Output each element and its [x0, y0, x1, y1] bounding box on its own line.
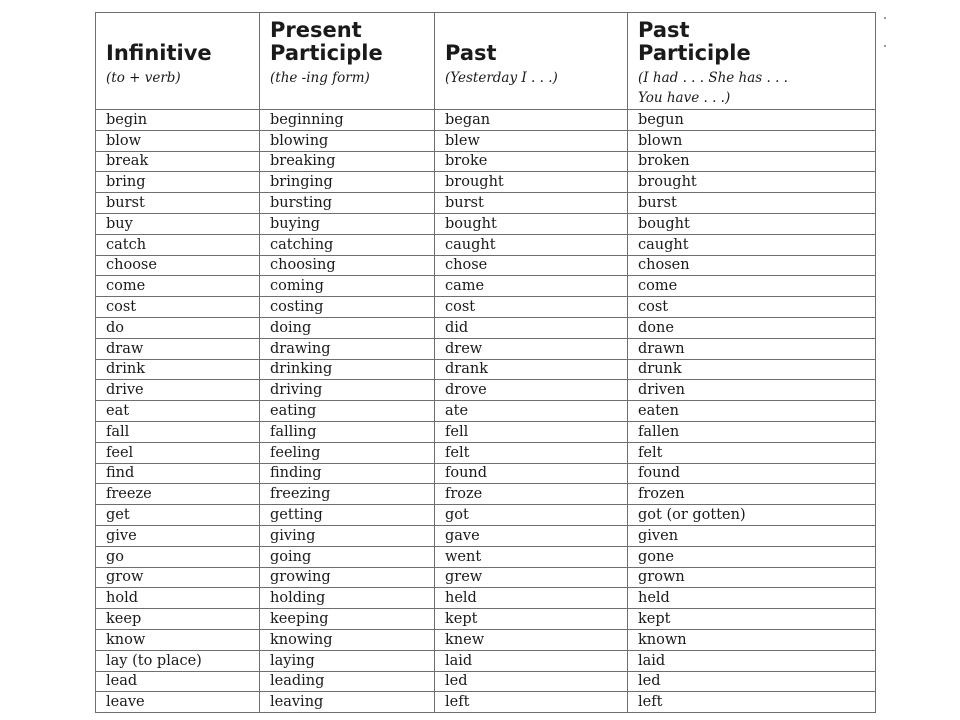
verb-rows	[96, 110, 876, 713]
cell-past-participle: done	[628, 317, 876, 338]
cell-infinitive: find	[96, 463, 260, 484]
cell-past-participle: kept	[628, 609, 876, 630]
cell-past-participle: drunk	[628, 359, 876, 380]
cell-infinitive: catch	[96, 234, 260, 255]
cell-present-participle: drawing	[260, 338, 435, 359]
cell-present-participle: laying	[260, 650, 435, 671]
table-row	[96, 401, 876, 422]
cell-past-participle: known	[628, 629, 876, 650]
cell-infinitive: cost	[96, 297, 260, 318]
table-row	[96, 213, 876, 234]
cell-present-participle: buying	[260, 213, 435, 234]
cell-present-participle: bursting	[260, 193, 435, 214]
header-row	[96, 13, 876, 68]
header-infinitive: Infinitive	[96, 13, 260, 68]
table-row	[96, 629, 876, 650]
table-row	[96, 442, 876, 463]
cell-past: burst	[435, 193, 628, 214]
cell-infinitive: leave	[96, 692, 260, 713]
cell-infinitive: keep	[96, 609, 260, 630]
cell-past-participle: fallen	[628, 421, 876, 442]
cell-infinitive: eat	[96, 401, 260, 422]
cell-present-participle: keeping	[260, 609, 435, 630]
table-row	[96, 338, 876, 359]
cell-present-participle: getting	[260, 505, 435, 526]
cell-present-participle: feeling	[260, 442, 435, 463]
header-past-participle	[628, 13, 876, 68]
cell-present-participle: eating	[260, 401, 435, 422]
table-row	[96, 609, 876, 630]
table-row	[96, 380, 876, 401]
cell-past: got	[435, 505, 628, 526]
table-row	[96, 276, 876, 297]
cell-infinitive: bring	[96, 172, 260, 193]
irregular-verb-table	[95, 12, 876, 713]
table-row	[96, 505, 876, 526]
cell-present-participle: growing	[260, 567, 435, 588]
cell-past: gave	[435, 525, 628, 546]
cell-past-participle: led	[628, 671, 876, 692]
cell-past: led	[435, 671, 628, 692]
cell-past: fell	[435, 421, 628, 442]
cell-past: chose	[435, 255, 628, 276]
cell-infinitive: choose	[96, 255, 260, 276]
cell-past: found	[435, 463, 628, 484]
cell-infinitive: drive	[96, 380, 260, 401]
cell-present-participle: costing	[260, 297, 435, 318]
cell-present-participle: beginning	[260, 110, 435, 131]
cell-infinitive: grow	[96, 567, 260, 588]
cell-past: drew	[435, 338, 628, 359]
cell-infinitive: come	[96, 276, 260, 297]
cell-past: broke	[435, 151, 628, 172]
cell-past-participle: chosen	[628, 255, 876, 276]
cell-past: caught	[435, 234, 628, 255]
table-row	[96, 151, 876, 172]
header-past-participle-text: Past Participle	[638, 18, 751, 65]
cell-past-participle: found	[628, 463, 876, 484]
cell-past-participle: bought	[628, 213, 876, 234]
cell-past-participle: blown	[628, 130, 876, 151]
table-row	[96, 297, 876, 318]
table-row	[96, 546, 876, 567]
cell-past: felt	[435, 442, 628, 463]
cell-present-participle: blowing	[260, 130, 435, 151]
cell-present-participle: breaking	[260, 151, 435, 172]
cell-infinitive: get	[96, 505, 260, 526]
table-row	[96, 421, 876, 442]
cell-infinitive: drink	[96, 359, 260, 380]
cell-infinitive: go	[96, 546, 260, 567]
cell-past-participle: cost	[628, 297, 876, 318]
cell-infinitive: blow	[96, 130, 260, 151]
table-row	[96, 172, 876, 193]
note-past-participle-text: (I had . . . She has . . . You have . . .)	[638, 70, 788, 106]
cell-present-participle: coming	[260, 276, 435, 297]
cell-infinitive: burst	[96, 193, 260, 214]
cell-past-participle: caught	[628, 234, 876, 255]
margin-mark	[884, 17, 886, 19]
cell-past-participle: left	[628, 692, 876, 713]
cell-present-participle: freezing	[260, 484, 435, 505]
cell-past-participle: eaten	[628, 401, 876, 422]
cell-past: brought	[435, 172, 628, 193]
cell-infinitive: begin	[96, 110, 260, 131]
cell-present-participle: leading	[260, 671, 435, 692]
cell-present-participle: driving	[260, 380, 435, 401]
cell-past-participle: frozen	[628, 484, 876, 505]
table-row	[96, 359, 876, 380]
cell-past: froze	[435, 484, 628, 505]
table-row	[96, 130, 876, 151]
cell-past-participle: grown	[628, 567, 876, 588]
header-present-participle	[260, 13, 435, 68]
table-row	[96, 484, 876, 505]
cell-past: ate	[435, 401, 628, 422]
cell-infinitive: lead	[96, 671, 260, 692]
cell-infinitive: fall	[96, 421, 260, 442]
cell-present-participle: drinking	[260, 359, 435, 380]
table-row	[96, 255, 876, 276]
cell-past: held	[435, 588, 628, 609]
cell-present-participle: finding	[260, 463, 435, 484]
note-infinitive: (to + verb)	[96, 67, 260, 110]
cell-infinitive: break	[96, 151, 260, 172]
header-past: Past	[435, 13, 628, 68]
cell-past-participle: gone	[628, 546, 876, 567]
cell-infinitive: give	[96, 525, 260, 546]
cell-past-participle: felt	[628, 442, 876, 463]
cell-past-participle: driven	[628, 380, 876, 401]
cell-past: grew	[435, 567, 628, 588]
cell-present-participle: going	[260, 546, 435, 567]
cell-past: bought	[435, 213, 628, 234]
cell-present-participle: holding	[260, 588, 435, 609]
cell-past: knew	[435, 629, 628, 650]
cell-infinitive: do	[96, 317, 260, 338]
cell-present-participle: giving	[260, 525, 435, 546]
cell-past: cost	[435, 297, 628, 318]
cell-past: drove	[435, 380, 628, 401]
cell-past: went	[435, 546, 628, 567]
cell-past: did	[435, 317, 628, 338]
cell-past-participle: laid	[628, 650, 876, 671]
table-row	[96, 234, 876, 255]
cell-present-participle: leaving	[260, 692, 435, 713]
cell-past: kept	[435, 609, 628, 630]
cell-past-participle: brought	[628, 172, 876, 193]
table-row	[96, 193, 876, 214]
note-past-participle	[628, 67, 876, 110]
table-row	[96, 588, 876, 609]
cell-past-participle: begun	[628, 110, 876, 131]
cell-infinitive: lay (to place)	[96, 650, 260, 671]
table-row	[96, 317, 876, 338]
cell-past: came	[435, 276, 628, 297]
cell-past-participle: come	[628, 276, 876, 297]
cell-past-participle: broken	[628, 151, 876, 172]
note-past: (Yesterday I . . .)	[435, 67, 628, 110]
table-row	[96, 463, 876, 484]
cell-past: laid	[435, 650, 628, 671]
cell-past-participle: held	[628, 588, 876, 609]
cell-past-participle: drawn	[628, 338, 876, 359]
table-row	[96, 110, 876, 131]
margin-mark	[884, 45, 886, 47]
cell-present-participle: knowing	[260, 629, 435, 650]
cell-infinitive: know	[96, 629, 260, 650]
table-row	[96, 671, 876, 692]
table-row	[96, 567, 876, 588]
cell-present-participle: doing	[260, 317, 435, 338]
cell-infinitive: hold	[96, 588, 260, 609]
table-row	[96, 650, 876, 671]
cell-past-participle: burst	[628, 193, 876, 214]
cell-present-participle: catching	[260, 234, 435, 255]
cell-infinitive: freeze	[96, 484, 260, 505]
cell-infinitive: buy	[96, 213, 260, 234]
cell-past: blew	[435, 130, 628, 151]
cell-infinitive: draw	[96, 338, 260, 359]
cell-past-participle: given	[628, 525, 876, 546]
cell-past: left	[435, 692, 628, 713]
cell-present-participle: choosing	[260, 255, 435, 276]
cell-present-participle: bringing	[260, 172, 435, 193]
cell-past: drank	[435, 359, 628, 380]
note-present-participle: (the -ing form)	[260, 67, 435, 110]
header-present-participle-text: Present Participle	[270, 18, 383, 65]
header-note-row	[96, 67, 876, 110]
cell-present-participle: falling	[260, 421, 435, 442]
cell-past-participle: got (or gotten)	[628, 505, 876, 526]
table-row	[96, 692, 876, 713]
cell-past: began	[435, 110, 628, 131]
cell-infinitive: feel	[96, 442, 260, 463]
table-row	[96, 525, 876, 546]
